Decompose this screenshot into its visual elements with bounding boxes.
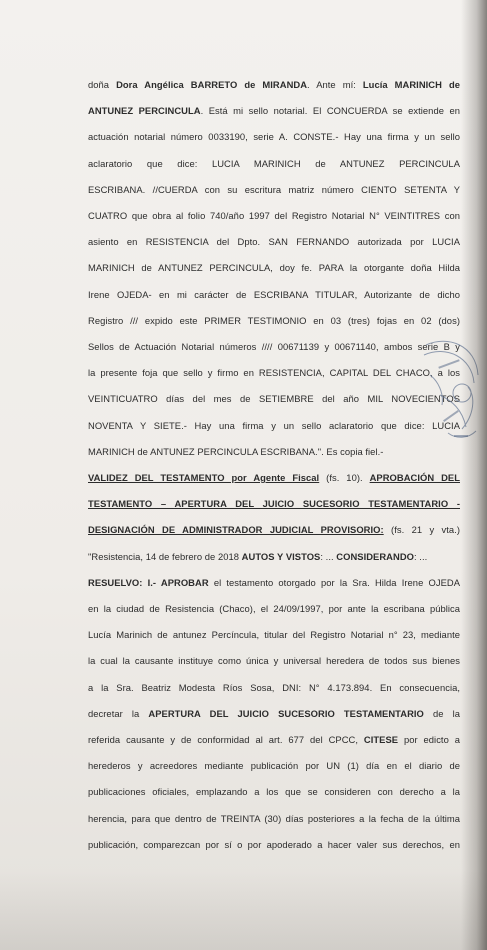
bold-text: AUTOS Y VISTOS — [241, 550, 321, 562]
text-line — [88, 130, 460, 143]
text-line — [88, 445, 460, 458]
bold-text: Dora Angélica BARRETO de MIRANDA — [116, 79, 308, 90]
text-run: por edicto a — [398, 734, 460, 745]
text-line — [88, 392, 460, 405]
text-run: NOVENTA Y SIETE.- Hay una firma y un sello aclaratorio que dice: LUCIA — [88, 419, 460, 431]
text-run: ESCRIBANA. //CUERDA con su escritura matriz número CIENTO SETENTA Y — [88, 183, 460, 195]
text-run: en la ciudad de Resistencia (Chaco), el 24/09/1997, por ante la escribana pública — [88, 603, 460, 614]
text-run: actuación notarial número 0033190, serie A. CONSTE.- Hay una firma y un sello — [88, 131, 460, 143]
text-run: publicación, comparezcan por sí o por apoderado a hacer valer sus derechos, en — [88, 838, 460, 850]
text-run: a la Sra. Beatriz Modesta Ríos Sosa, DNI: N° 4.173.894. En consecuencia, — [88, 681, 460, 693]
text-run: doña — [88, 79, 117, 90]
bold-text: APROBACIÓN DEL — [369, 472, 460, 483]
text-run: MARINICH de ANTUNEZ PERCINCULA ESCRIBANA.". Es copia fiel.- — [88, 445, 384, 457]
text-run: "Resistencia, 14 de febrero de 2018 — [88, 550, 242, 562]
page-bottom-shadow — [0, 870, 487, 950]
text-run: Sellos de Actuación Notarial números //// 00671139 y 00671140, ambos serie B y — [88, 341, 460, 352]
text-line — [88, 733, 460, 746]
text-line — [88, 157, 460, 170]
text-line — [88, 78, 460, 91]
text-line — [88, 366, 460, 379]
text-run: referida causante y de conformidad al art. 677 del CPCC, — [88, 734, 364, 745]
text-line — [88, 104, 460, 117]
text-line — [88, 576, 460, 589]
text-line — [88, 419, 460, 432]
text-run: (fs. 21 y vta.) — [383, 524, 460, 536]
text-line — [88, 523, 460, 536]
bold-text: CONSIDERANDO — [336, 550, 414, 562]
text-line — [88, 654, 460, 667]
text-line — [88, 628, 460, 641]
text-run: herederos y acreedores mediante publicación por UN (1) día en el diario de — [88, 760, 460, 772]
text-line — [88, 261, 460, 274]
text-line — [88, 288, 460, 301]
text-line — [88, 838, 460, 851]
text-line — [88, 812, 460, 825]
text-run: CUATRO que obra al folio 740/año 1997 del Registro Notarial N° VEINTITRES con — [88, 210, 460, 221]
text-line — [88, 183, 460, 196]
text-run: asiento en RESISTENCIA del Dpto. SAN FERNANDO autorizada por LUCIA — [88, 236, 460, 248]
page-edge-shadow — [461, 0, 487, 950]
text-line — [88, 497, 460, 510]
text-line — [88, 785, 460, 798]
text-run: el testamento otorgado por la Sra. Hilda Irene OJEDA — [208, 576, 461, 588]
text-line — [88, 602, 460, 615]
bold-text: APERTURA DEL JUICIO SUCESORIO TESTAMENTARIO — [148, 707, 424, 719]
text-run: publicaciones oficiales, emplazando a los que se consideren con derecho a la — [88, 786, 460, 798]
text-line — [88, 550, 460, 563]
bold-text: TESTAMENTO – APERTURA DEL JUICIO SUCESORIO TESTAMENTARIO - — [88, 498, 460, 510]
text-run: Irene OJEDA- en mi carácter de ESCRIBANA TITULAR, Autorizante de dicho — [88, 288, 460, 300]
text-line — [88, 471, 460, 484]
text-run: MARINICH de ANTUNEZ PERCINCULA, doy fe. PARA la otorgante doña Hilda — [88, 262, 460, 274]
bold-text: RESUELVO: I.- APROBAR — [88, 576, 209, 588]
text-line — [88, 314, 460, 327]
text-run: decretar la — [88, 707, 149, 719]
text-run: Lucía Marinich de antunez Percíncula, titular del Registro Notarial n° 23, mediante — [88, 629, 460, 641]
text-line — [88, 707, 460, 720]
text-run: la cual la causante instituye como única y universal heredera de todos sus bienes — [88, 655, 460, 667]
text-run: de la — [423, 707, 461, 719]
bold-text: ANTUNEZ PERCINCULA — [88, 105, 201, 117]
text-line — [88, 681, 460, 694]
text-run: : ... — [413, 550, 428, 562]
text-line — [88, 235, 460, 248]
text-run: : ... — [320, 550, 337, 562]
text-line — [88, 340, 460, 353]
bold-text: Lucía MARINICH de — [362, 79, 460, 90]
text-line — [88, 209, 460, 222]
text-run: (fs. 10). — [319, 472, 370, 483]
text-run: . Ante mí: — [307, 79, 363, 90]
text-run: Registro /// expido este PRIMER TESTIMONIO en 03 (tres) fojas en 02 (dos) — [88, 314, 460, 326]
text-run: aclaratorio que dice: LUCIA MARINICH de ANTUNEZ PERCINCULA — [88, 157, 460, 169]
text-run: la presente foja que sello y firmo en RESISTENCIA, CAPITAL DEL CHACO, a los — [88, 367, 460, 379]
bold-text: DESIGNACIÓN DE ADMINISTRADOR JUDICIAL PROVISORIO: — [88, 524, 384, 536]
text-run: herencia, para que dentro de TREINTA (30) días posteriores a la fecha de la última — [88, 812, 460, 824]
text-run: . Está mi sello notarial. El CONCUERDA se extiende en — [200, 105, 460, 117]
text-run: VEINTICUATRO días del mes de SETIEMBRE del año MIL NOVECIENTOS — [88, 393, 460, 405]
bold-text: CITESE — [363, 734, 399, 745]
bold-text: VALIDEZ DEL TESTAMENTO por Agente Fiscal — [88, 472, 320, 483]
text-line — [88, 759, 460, 772]
